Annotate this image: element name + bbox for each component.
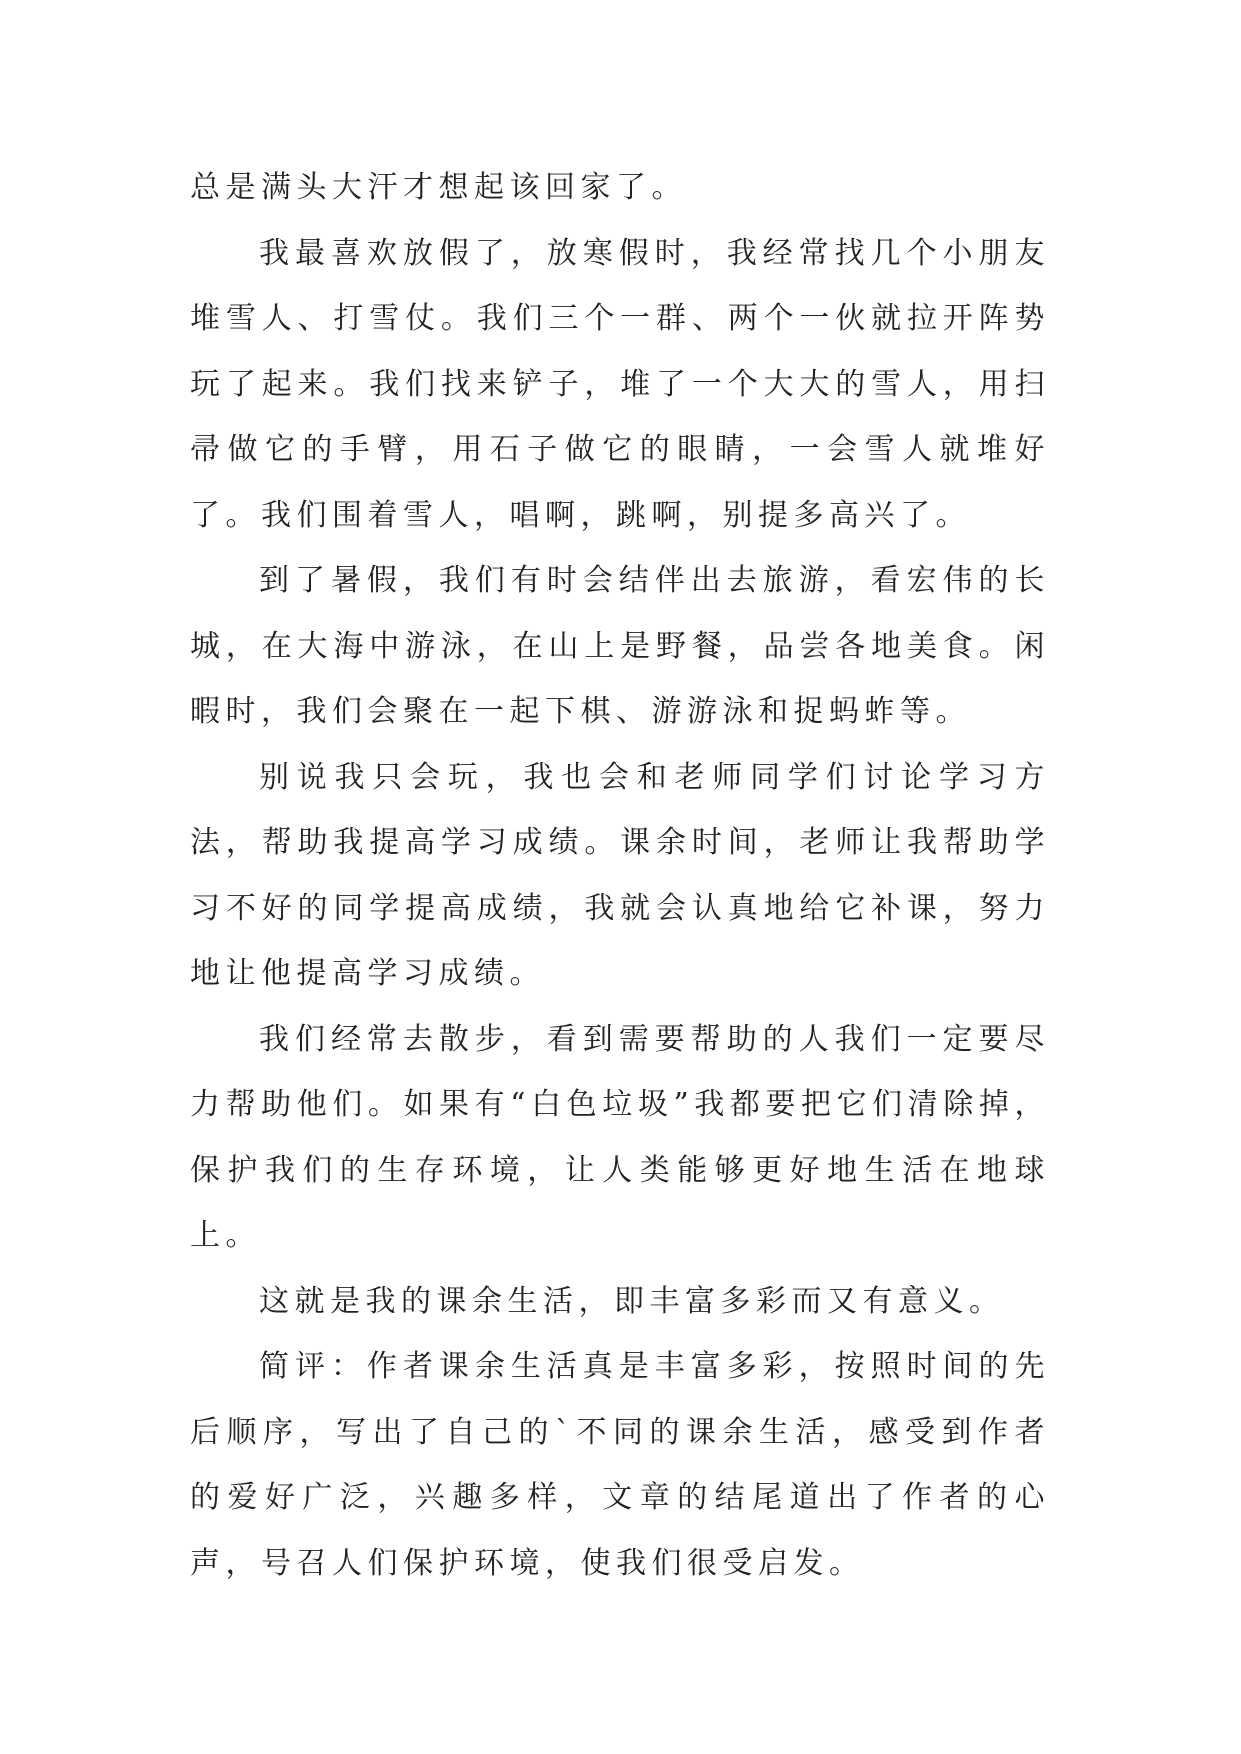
paragraph-6: 这就是我的课余生活，即丰富多彩而又有意义。 bbox=[259, 1283, 1005, 1319]
paragraph-7-review: 简评：作者课余生活真是丰富多彩，按照时间的先后顺序，写出了自己的`不同的课余生活，感受到作者的爱好广泛，兴趣多样，文章的结尾道出了作者的心声，号召人们保护环境，使我们很受启发。 bbox=[190, 1349, 1050, 1581]
paragraph-1: 总是满头大汗才想起该回家了。 bbox=[190, 170, 687, 205]
paragraph-4: 别说我只会玩，我也会和老师同学们讨论学习方法，帮助我提高学习成绩。课余时间，老师让我帮助学习不好的同学提高成绩，我就会认真地给它补课，努力地让他提高学习成绩。 bbox=[190, 759, 1050, 991]
paragraph-2: 我最喜欢放假了，放寒假时，我经常找几个小朋友堆雪人、打雪仗。我们三个一群、两个一伙就拉开阵势玩了起来。我们找来铲子，堆了一个大大的雪人，用扫帚做它的手臂，用石子做它的眼睛，一会雪人就堆好了。我们围着雪人，唱啊，跳啊，别提多高兴了。 bbox=[190, 235, 1050, 533]
paragraph-3: 到了暑假，我们有时会结伴出去旅游，看宏伟的长城，在大海中游泳，在山上是野餐，品尝各地美食。闲暇时，我们会聚在一起下棋、游游泳和捉蚂蚱等。 bbox=[190, 563, 1050, 729]
paragraph-5: 我们经常去散步，看到需要帮助的人我们一定要尽力帮助他们。如果有“白色垃圾”我都要把它们清除掉，保护我们的生存环境，让人类能够更好地生活在地球上。 bbox=[190, 1021, 1050, 1253]
document-body bbox=[190, 155, 1050, 1596]
